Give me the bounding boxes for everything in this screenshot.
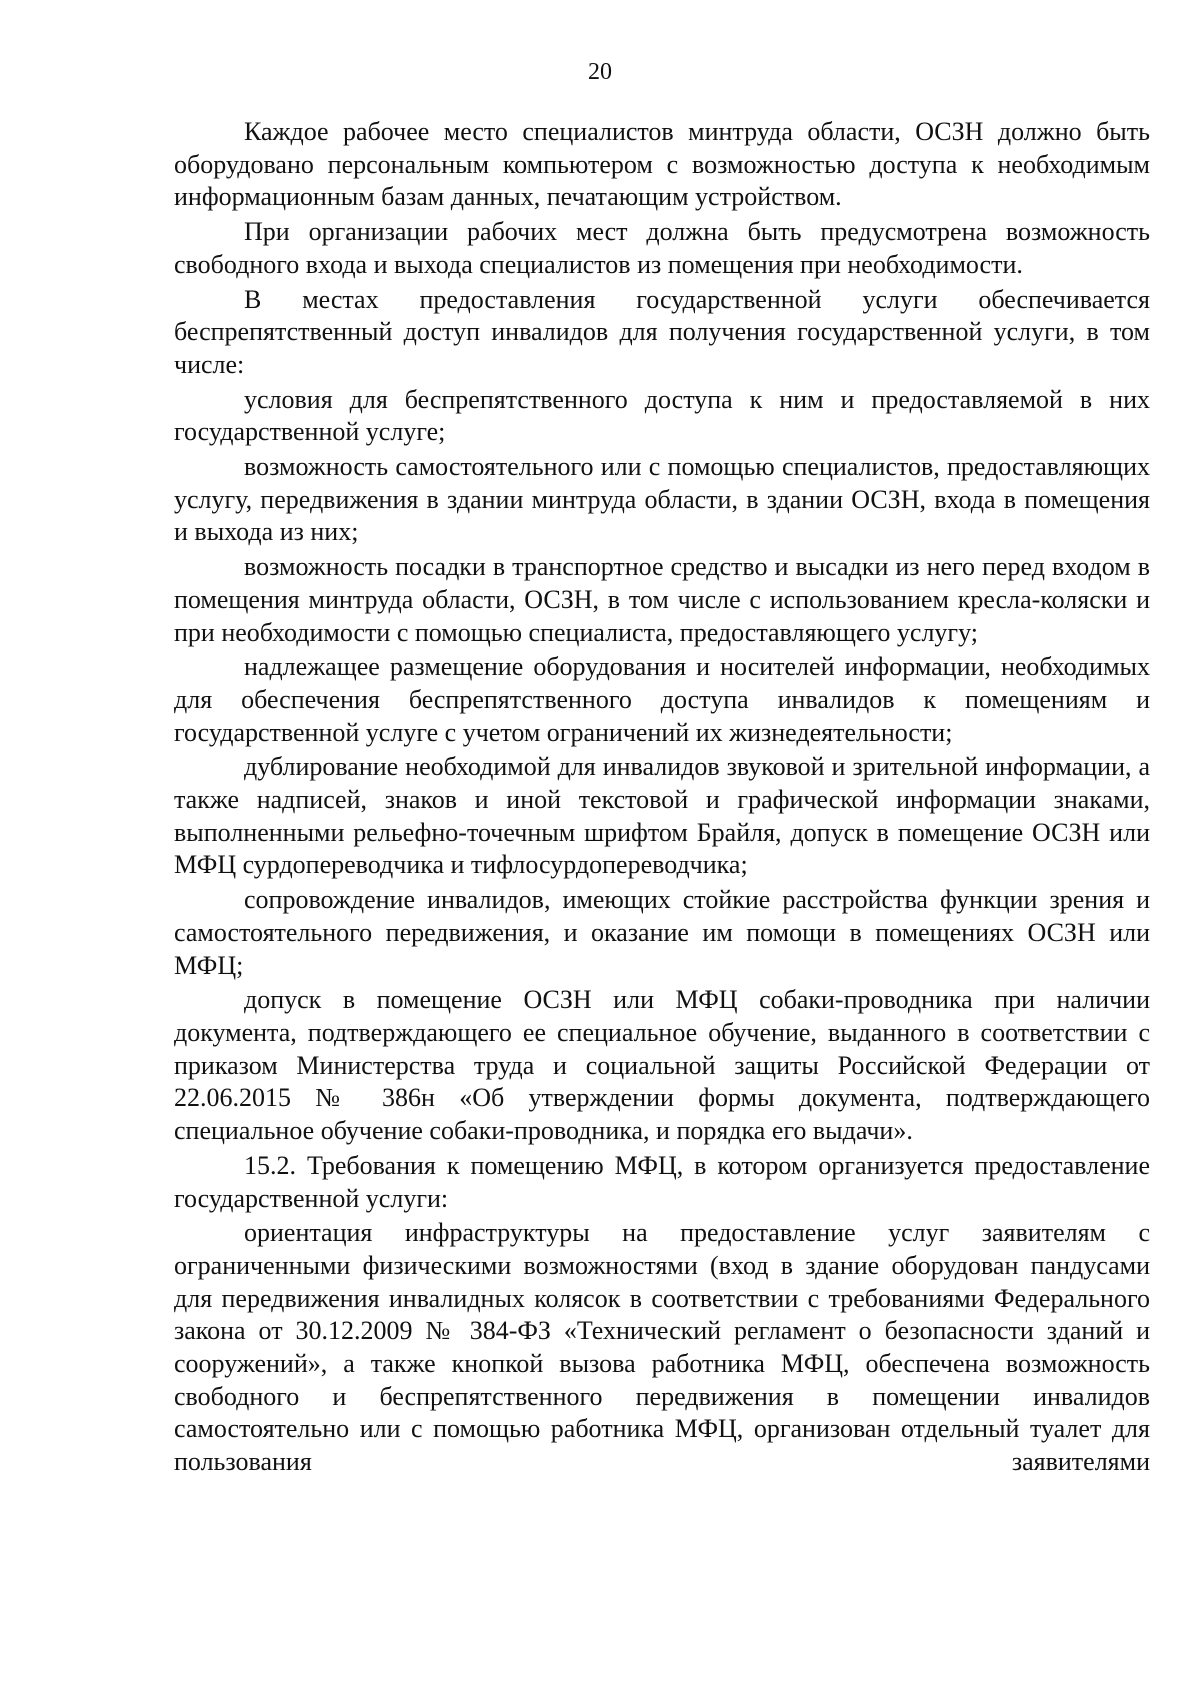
paragraph-guide-dog: допуск в помещение ОСЗН или МФЦ собаки-проводника при наличии документа, подтверждающего ее специальное обучение, выданного в соответствии с приказом Министерства труда и социальной защиты Российской Федерации от 22.06.2015 № 386н «Об утверждении формы документа, подтверждающего специальное обучение собаки-проводника, и порядка его выдачи». (174, 985, 1150, 1146)
paragraph-free-exit: При организации рабочих мест должна быть предусмотрена возможность свободного входа и выхода специалистов из помещения при необходимости. (174, 217, 1150, 279)
paragraph-access-conditions: условия для беспрепятственного доступа к ним и предоставляемой в них государственной услуге; (174, 384, 1150, 447)
paragraph-infrastructure-orientation: ориентация инфраструктуры на предоставление услуг заявителям с ограниченными физическими возможностями (вход в здание оборудован пандусами для передвижения инвалидных колясок в соответствии с требованиями Федерального закона от 30.12.2009 № 384-ФЗ «Технический регламент о безопасности зданий и сооружений», а также кнопкой вызова работника МФЦ, обеспечена возможность свободного и беспрепятственного передвижения в помещении инвалидов самостоятельно или с помощью работника МФЦ, организован отдельный туалет для пользования заявителями (174, 1218, 1150, 1477)
page-number: 20 (588, 59, 612, 85)
paragraph-disabled-access: В местах предоставления государственной услуги обеспечивается беспрепятственный доступ инвалидов для получения государственной услуги, в том числе: (174, 284, 1150, 379)
paragraph-transport-boarding: возможность посадки в транспортное средство и высадки из него перед входом в помещения минтруда области, ОСЗН, в том числе с использованием кресла-коляски и при необходимости с помощью специалиста, предоставляющего услугу; (174, 552, 1150, 647)
document-body (174, 116, 1150, 1481)
paragraph-information-duplication: дублирование необходимой для инвалидов звуковой и зрительной информации, а также надписей, знаков и иной текстовой и графической информации знаками, выполненными рельефно-точечным шрифтом Брайля, допуск в помещение ОСЗН или МФЦ сурдопереводчика и тифлосурдопереводчика; (174, 752, 1150, 880)
paragraph-workplace-equipment: Каждое рабочее место специалистов минтруда области, ОСЗН должно быть оборудовано персональным компьютером с возможностью доступа к необходимым информационным базам данных, печатающим устройством. (174, 117, 1150, 212)
paragraph-escort: сопровождение инвалидов, имеющих стойкие расстройства функции зрения и самостоятельного передвижения, и оказание им помощи в помещениях ОСЗН или МФЦ; (174, 885, 1150, 980)
paragraph-equipment-placement: надлежащее размещение оборудования и носителей информации, необходимых для обеспечения беспрепятственного доступа инвалидов к помещениям и государственной услуге с учетом ограничений их жизнедеятельности; (174, 652, 1150, 747)
paragraph-movement-in-building: возможность самостоятельного или с помощью специалистов, предоставляющих услугу, передвижения в здании минтруда области, в здании ОСЗН, входа в помещения и выхода из них; (174, 452, 1150, 547)
paragraph-section-15-2: 15.2. Требования к помещению МФЦ, в котором организуется предоставление государственной услуги: (174, 1150, 1150, 1213)
